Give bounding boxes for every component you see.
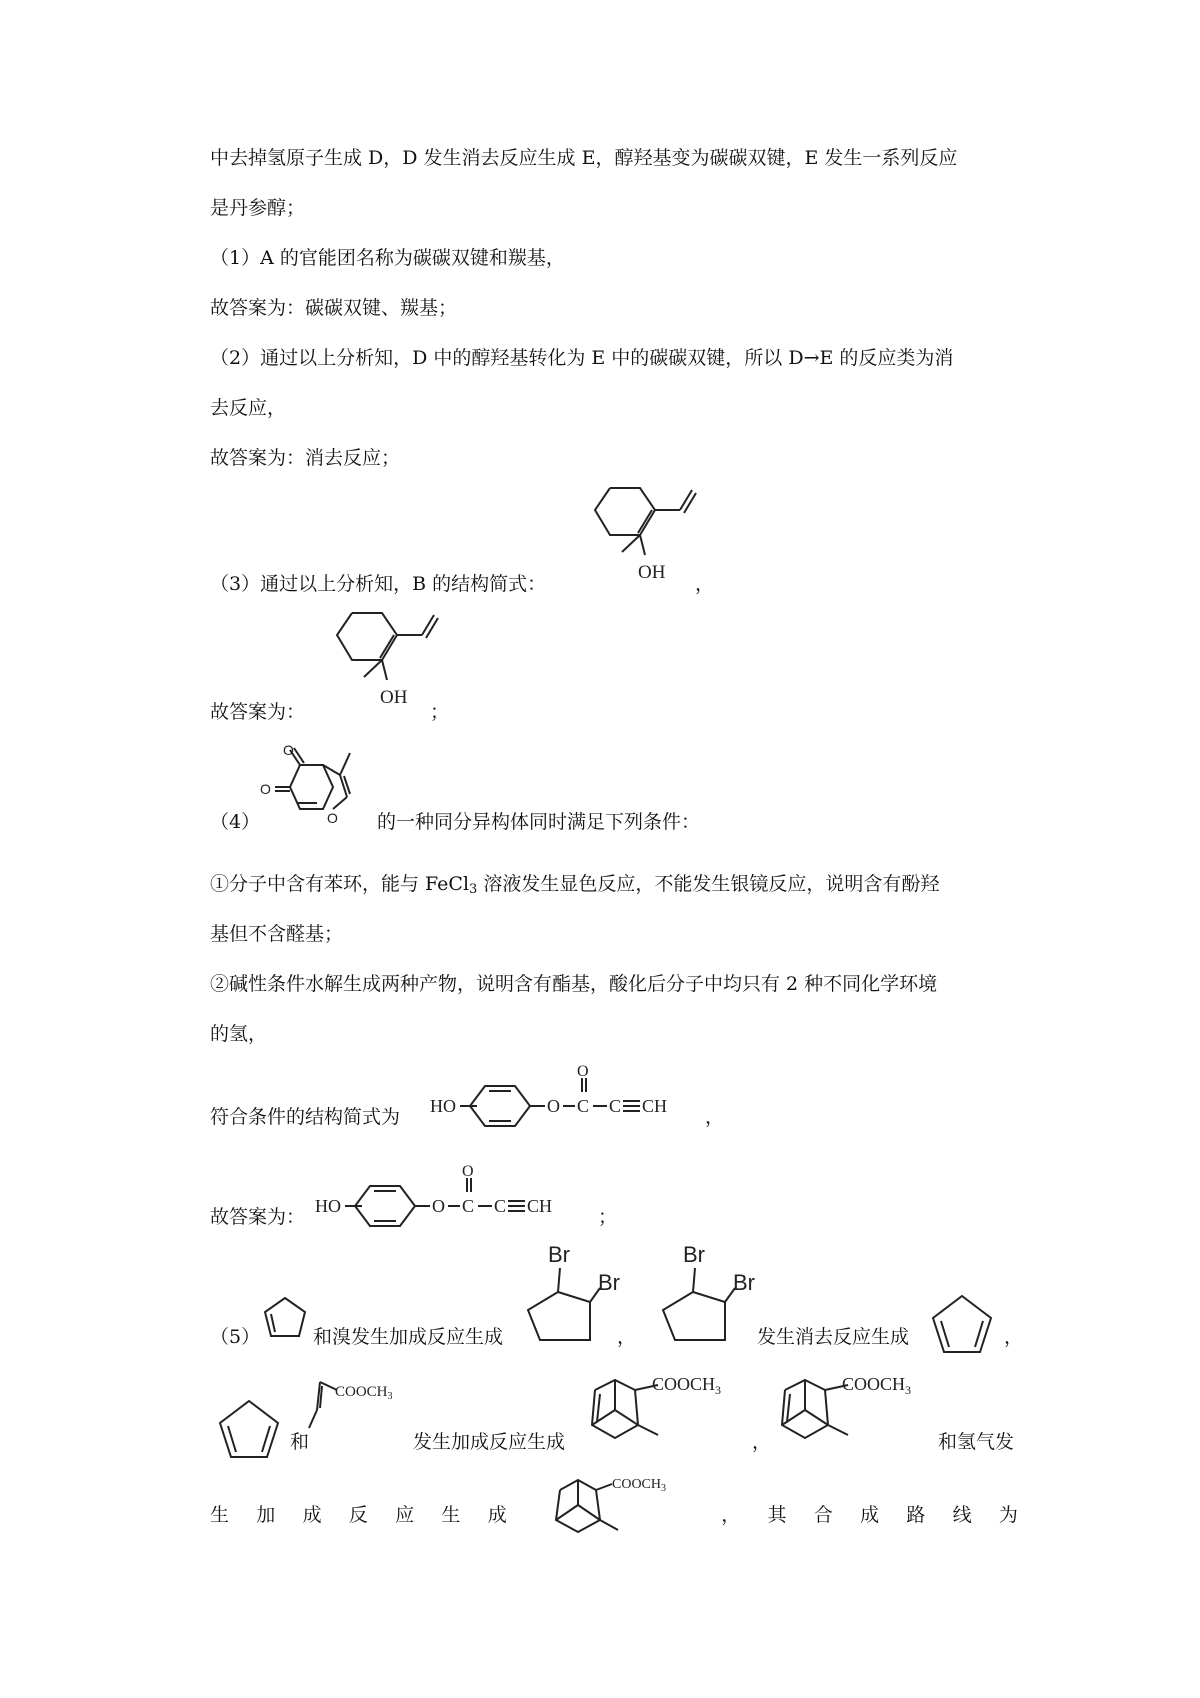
question-5-text: 发生消去反应生成 (757, 1326, 910, 1348)
ch-label: CH (642, 1096, 668, 1116)
ho-label: HO (315, 1196, 341, 1216)
question-5-lead: （5） (210, 1326, 261, 1348)
punct: ； (598, 1206, 618, 1228)
cyclopentene-structure (255, 1290, 315, 1350)
benzofuranone-structure (255, 742, 375, 845)
answer-4: 故答案为： (210, 1206, 306, 1228)
molecule-b-structure (570, 480, 700, 600)
word: 生 (441, 1504, 461, 1526)
oh-label: OH (380, 687, 408, 708)
methyl-crotonate-structure (305, 1370, 415, 1460)
o-label: O (283, 742, 294, 758)
condition-2: ②碱性条件水解生成两种产物，说明含有酯基，酸化后分子中均只有 2 种不同化学环境 (210, 973, 938, 995)
dibromocyclopentane-structure (655, 1240, 765, 1355)
cooch3-label: $COOCH_3$ (652, 1374, 722, 1397)
ester-answer-structure (310, 1160, 590, 1240)
punct: ， (1004, 1326, 1024, 1348)
c-label: C (609, 1096, 622, 1116)
norbornene-adduct-structure (570, 1370, 740, 1470)
br-label: Br (733, 1270, 755, 1295)
word: 加 (256, 1504, 276, 1526)
c-label: C (494, 1196, 507, 1216)
question-5-text: 和 (290, 1431, 310, 1453)
punct: ； (430, 701, 450, 723)
question-2-cont: 去反应， (210, 397, 287, 419)
cyclopentadiene-structure (925, 1290, 1000, 1365)
question-4-text: 的一种同分异构体同时满足下列条件： (377, 811, 701, 833)
punct: ， (695, 573, 715, 595)
o-label: O (432, 1196, 445, 1216)
ester-structure (425, 1060, 705, 1140)
question-4-lead: （4） (210, 811, 261, 833)
word: 其 (767, 1504, 787, 1526)
question-2: （2）通过以上分析知，D 中的醇羟基转化为 E 中的碳碳双键，所以 D→E 的反应类为消 (210, 347, 954, 369)
word: 反 (348, 1504, 368, 1526)
molecule-b-answer-structure (312, 605, 442, 725)
o-label: O (327, 810, 338, 826)
word: 成 (302, 1504, 322, 1526)
condition-2-cont: 的氢， (210, 1023, 268, 1045)
answer-4-intro: 符合条件的结构简式为 (210, 1106, 401, 1128)
question-5-text: 和氢气发 (938, 1431, 1015, 1453)
word: 生 (210, 1504, 230, 1526)
br-label: Br (598, 1270, 620, 1295)
punct: ， (705, 1106, 725, 1128)
c-label: C (462, 1196, 475, 1216)
question-5-text: 和溴发生加成反应生成 (313, 1326, 504, 1348)
word: ， (721, 1504, 741, 1526)
cooch3-label: $COOCH_3$ (335, 1384, 393, 1402)
word: 成 (860, 1504, 880, 1526)
punct: ， (617, 1326, 637, 1348)
text-line: 是丹参醇； (210, 197, 306, 219)
o-label: O (260, 781, 271, 797)
dibromocyclopentane-structure (520, 1240, 630, 1355)
oh-label: OH (638, 562, 666, 583)
word: 线 (952, 1504, 972, 1526)
punct: ， (752, 1431, 772, 1453)
ho-label: HO (430, 1096, 456, 1116)
word: 合 (813, 1504, 833, 1526)
ch-label: CH (527, 1196, 553, 1216)
question-3: （3）通过以上分析知，B 的结构简式： (210, 573, 547, 595)
answer-2: 故答案为：消去反应； (210, 447, 401, 469)
norbornene-adduct-structure (760, 1370, 930, 1470)
br-label: Br (548, 1242, 570, 1267)
o-label: O (462, 1163, 474, 1180)
answer-3: 故答案为： (210, 701, 306, 723)
condition-1: ①分子中含有苯环，能与 FeCl$_3$ 溶液发生显色反应，不能发生银镜反应，说明含有酚羟 (210, 873, 940, 897)
br-label: Br (683, 1242, 705, 1267)
word: 为 (998, 1504, 1018, 1526)
word: 路 (906, 1504, 926, 1526)
question-5-text: 发生加成反应生成 (413, 1431, 566, 1453)
norbornane-product-structure (540, 1470, 690, 1565)
cooch3-label: $COOCH_3$ (842, 1374, 912, 1397)
o-label: O (577, 1063, 589, 1080)
o-label: O (547, 1096, 560, 1116)
cooch3-label: $COOCH_3$ (612, 1477, 667, 1494)
cyclopentadiene-structure (212, 1395, 287, 1470)
text-line: 中去掉氢原子生成 D，D 发生消去反应生成 E，醇羟基变为碳碳双键，E 发生一系列反应 (210, 147, 958, 169)
c-label: C (577, 1096, 590, 1116)
word: 应 (395, 1504, 415, 1526)
condition-1-cont: 基但不含醛基； (210, 923, 344, 945)
question-1: （1）A 的官能团名称为碳碳双键和羰基， (210, 247, 565, 269)
word: 成 (487, 1504, 507, 1526)
answer-1: 故答案为：碳碳双键、羰基； (210, 297, 458, 319)
